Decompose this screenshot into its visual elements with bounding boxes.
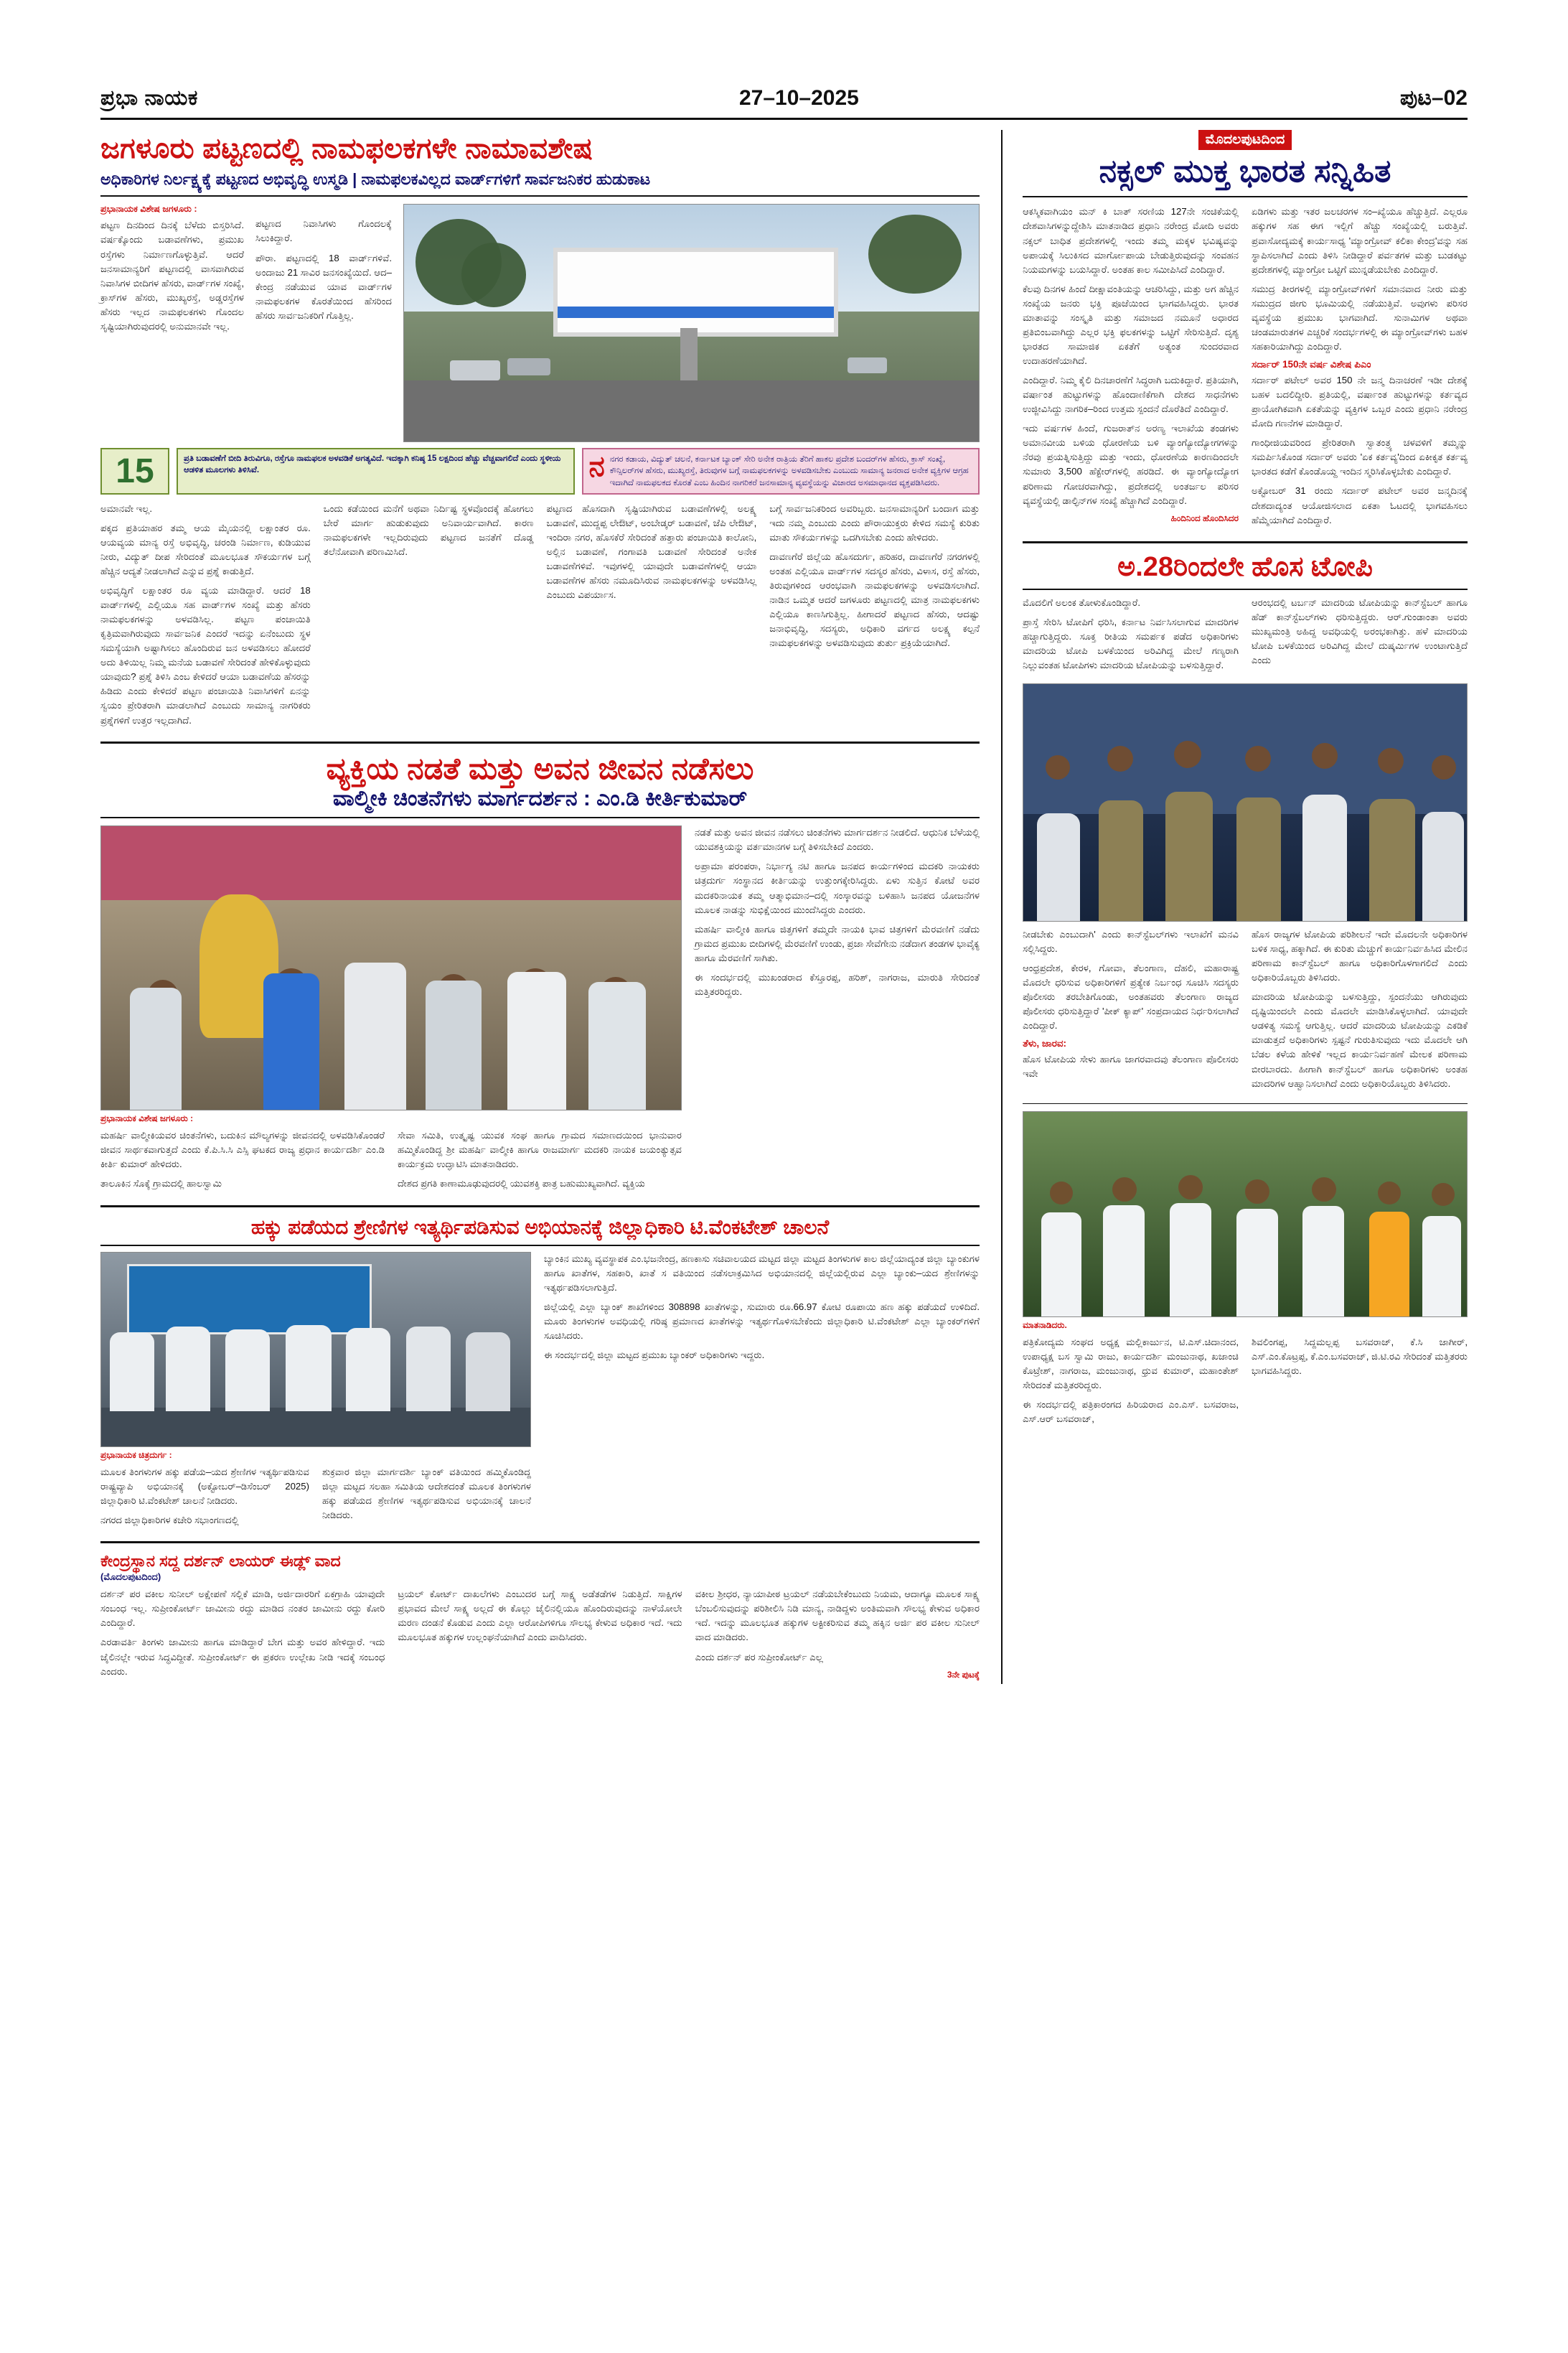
- highlight-text: ಪ್ರತಿ ಬಡಾವಣೆಗೆ ಬೀದಿ ತಿರುವಿಗೂ, ರಸ್ತೆಗೂ ನಾಮಫಲಕ ಅಳವಡಿಕೆ ಅಗತ್ಯವಿದೆ. ಇದಕ್ಕಾಗಿ ಕನಿಷ್ಠ 15 ಲಕ್ಷದಿಂದ ಹೆಚ್ಚು ವೆಚ್ಚವಾಗಲಿದೆ ಎಂದು ಸ್ಥಳೀಯ ಆಡಳಿತ ಮೂಲಗಳು ತಿಳಿಸಿವೆ.: [177, 448, 575, 494]
- highlight-pink-text: ನಗರ ಕಡಾಯ, ವಿದ್ಯುತ್ ಚಲನೆ, ಕರ್ನಾಟಕ ಬ್ಯಾಂಕ್ ಸೇರಿ ಅನೇಕ ರಾತ್ರಿಯ ತೆರಿಗೆ ಹಾಕಲ ಪ್ರದೇಶ ಬಂದರ್‌ಗಳ ಹೆಸರು, ಕ್ರಾಸ್ ಸಂಖ್ಯೆ, ಕೌನ್ಸಿಲರ್‌ಗಳ ಹೆಸರು, ಮುಖ್ಯರಸ್ತೆ, ತಿರುವುಗಳ ಬಗ್ಗೆ ನಾಮಫಲಕಗಳನ್ನು ಅಳವಡಿಸಬೇಕು ಎಂಬುದು ಸಾಮಾನ್ಯ ಜನರಾದ ಅನೇಕ ವ್ಯಕ್ತಿಗಳ ಆಗ್ರಹ ಇದಾಗಿದೆ ನಾಮಫಲಕದ ಕೊರತೆ ಎಂಬ ಹಿಂದಿನ ನಾಗರಿಕರೆ ಜನಸಾಮಾನ್ಯ ವ್ಯವಸ್ಥೆಯನ್ನು ವಿಚಾರದ ಅಸಮಾಧಾನದ ವ್ಯಕ್ತಪಡಿಸಿದರು.: [609, 455, 969, 487]
- police-cap-para: ಮೊದಲಿಗೆ ಅಲಂಕ ತೋಳುಕೊಂಡಿದ್ದಾರೆ.: [1023, 597, 1141, 608]
- collector-para: ಜಿಲ್ಲೆಯಲ್ಲಿ ಎಲ್ಲಾ ಬ್ಯಾಂಕ್ ಶಾಖೆಗಳಿಂದ 308898 ಖಾತೆಗಳನ್ನು, ಸುಮಾರು ರೂ.66.97 ಕೋಟಿ ರೂಪಾಯಿ ಹಣ ಹಕ್ಕು ಪಡೆಯದೆ ಉಳಿದಿದೆ. ಮೂರು ತಿಂಗಳುಗಳ ಅವಧಿಯಲ್ಲಿ ಗರಿಷ್ಠ ಪ್ರಮಾಣದ ಖಾತೆಗಳನ್ನು ಇತ್ಯರ್ಥಗೊಳಿಸಬೇಕೆಂದು ಜಿಲ್ಲಾಧಿಕಾರಿ ಟಿ.ವೆಂಕಟೇಶ್ ಎಲ್ಲಾ ಬ್ಯಾಂಕರ್‌ಗಳಿಗೆ ಸೂಚಿಸಿದರು.: [544, 1301, 980, 1342]
- garden-para: ಪತ್ರಿಕೋದ್ಯಮ ಸಂಘದ ಅಧ್ಯಕ್ಷ ಮಲ್ಲಿಕಾರ್ಜುನ, ಟಿ.ಎಸ್.ಚಿದಾನಂದ, ಉಪಾಧ್ಯಕ್ಷ ಬಸ ಸ್ವಾಮಿ ರಾಜು, ಕಾರ್ಯದರ್ಶಿ ಮಂಜುನಾಥ, ಖಜಾಂಚಿ ಕೊಟ್ರೇಶ್, ನಾಗರಾಜ, ಮಂಜುನಾಥ, ಧ್ರುವ ಕುಮಾರ್, ಮಹಾಂತೇಶ್ ಸೇರಿದಂತೆ ಮತ್ತಿತರರಿದ್ದರು.: [1023, 1336, 1239, 1390]
- valmiki-para: ಅಪ್ರಾಮಾ ಪರಂಪರಾ, ನಿರ್ಭಾಗ್ಯ ನಟಿ ಹಾಗೂ ಜನಪದ ಕಾರ್ಯಗಳಿಂದ ಮದಕರಿ ನಾಯಕರು ಚಿತ್ರದುರ್ಗ ಸಂಸ್ಥಾನದ ಕೀರ್ತಿಯನ್ನು ಉತ್ತುಂಗಕ್ಕೇರಿಸಿದ್ದರು. ಏಳು ಸುತ್ತಿನ ಕೋಟೆ ಅವರ ಮದಕರಿನಾಯಕ ತಮ್ಮ ಆತ್ಮಾಭಿಮಾನ–ದಲ್ಲಿ ಸಂಸ್ಕಾರವನ್ನು ಬಳಿಹಾಸಿ ಜನಪದ ಯೋಜನೆಗಳ ಮೂಲಕ ನಾಡನ್ನು ಸುಭಿಕ್ಷೆಯಿಂದ ಮುಂದೆಸಿದ್ದರು ಎಂದರು.: [695, 861, 980, 915]
- hc-para: ಎಂದು ದರ್ಶನ್ ಪರ ಸುಪ್ರೀಂಕೋರ್ಟ್ ಎಲ್ಲ: [695, 1651, 823, 1662]
- valmiki-headline: ವ್ಯಕ್ತಿಯ ನಡತೆ ಮತ್ತು ಅವನ ಜೀವನ ನಡೆಸಲು: [326, 751, 754, 785]
- lead-para: ಪಟ್ಟಣ ದಿನದಿಂದ ದಿನಕ್ಕೆ ಬೆಳೆದು ಬಿಸ್ತರಿಸಿದೆ. ವರ್ಷಕ್ಕೊಂದು ಬಡಾವಣೆಗಳು, ಪ್ರಮುಖ ರಸ್ತೆಗಳು ನಿರ್ಮಾಣಗೊಳ್ಳುತ್ತಿವೆ. ಆದರೆ ಜನಸಾಮಾನ್ಯರಿಗೆ ಪಟ್ಟಣದಲ್ಲಿ ವಾಸವಾಗಿರುವ ನಿವಾಸಿಗಳ ಬೀದಿಗಳ ಹೆಸರು, ವಾರ್ಡ್‌ಗಳ ಸಂಖ್ಯೆ, ಕ್ರಾಸ್‌ಗಳ ಹೆಸರು, ಮುಖ್ಯರಸ್ತೆ, ಅಡ್ಡರಸ್ತೆಗಳ ಹೆಸರು ಇಲ್ಲದ ನಾಮಫಲಕಗಳು ಗೊಂದಲ ಸೃಷ್ಟಿಯಾಗಿರುವುದರಲ್ಲಿ ಅನುಮಾನವೇ ಇಲ್ಲ.: [100, 220, 244, 332]
- main-column: [100, 130, 980, 1684]
- police-cap-para: ಪ್ರಾಸ್ತೆ ಸೇರಿಸಿ ಟೋಪಿಗೆ ಧರಿಸಿ, ಕರ್ನಾಟ ನಿರ್ವಸಿಸಲಾಗುವ ಮಾದರಿಗಳ ಹಚ್ಚಾಗುತ್ತಿದ್ದರು. ಸೂಕ್ತ ರೀತಿಯ ಸಮರ್ಪಕ ಪಡೆದ ಅಧಿಕಾರಿಗಳು ಮಾದರಿಯ ಟೋಪಿ ಬಳಕೆಯಿಂದ ಅರಿವಿಗಿದ್ದ ಮೇಲೆ ಗಣ್ಯರಾಗಿ ನಿಲ್ಲುವಂತಹ ಟೋಪಿಗಳು ಮಾದರಿಯ ಟೋಪಿಯನ್ನು ಬಳಸುತ್ತಿದ್ದಾರೆ.: [1023, 616, 1239, 670]
- right-para: ಆಕಸ್ಮಿಕವಾಗಿಯಂ ಮನ್ ಕಿ ಬಾತ್ ಸರಣಿಯ 127ನೇ ಸಂಚಿಕೆಯಲ್ಲಿ ದೇಶವಾಸಿಗಳನ್ನುದ್ದೇಶಿಸಿ ಮಾತನಾಡಿದ ಪ್ರಧಾನಿ ನರೇಂದ್ರ ಮೋದಿ ಅವರು ನಕ್ಸಲ್ ಬಾಧಿತ ಪ್ರದೇಶಗಳಲ್ಲಿ ಇಂದು ತಮ್ಮ ಮಕ್ಕಳ ಭವಿಷ್ಯವನ್ನು ಅಪಾಯಕ್ಕೆ ಸಿಲುಕಿಸದ ಮಾರ್ಗೋಪಾಯ ಬೇಡುತ್ತಿರುವುದನ್ನು ಸಂವಹನ ನಿಯಮಗಳನ್ನು ಬಯಸಿದ್ದಾರೆ. ಅಂತಹ ಕಾಲ ಸಮೀಪಿಸಿದೆ ಎಂದಿದ್ದಾರೆ.: [1023, 206, 1239, 275]
- right-contd: ಹಿಂದಿನಿಂದ ಹೊಂದಿಸಿದರ: [1170, 513, 1239, 523]
- collector-para: ಬ್ಯಾಂಕಿನ ಮುಖ್ಯ ವ್ಯವಸ್ಥಾಪಕ ಎಂ.ಭಜನೇಂದ್ರ, ಹಣಕಾಸು ಸಚಿವಾಲಯದ ಮಟ್ಟದ ಜಿಲ್ಲಾ ಮಟ್ಟದ ತಿಂಗಳುಗಳ ಕಾಲ ಜಿಲ್ಲೆಯಾದ್ಯಂತ ಜಿಲ್ಲಾ ಬ್ಯಾಂಕುಗಳ ಹಾಗೂ ಖಾತೆಗಳ, ಸಹಕಾರಿ, ಖಾತೆ ಸ ವತಿಯಿಂದ ನಡೆಸಲಾಕ್ರಮಿಸಿದ ಅಭಿಯಾನದಲ್ಲಿ ಜಿಲ್ಲೆಯಲ್ಲಿರುವ ಎಲ್ಲಾ ಬ್ಯಾಂಕು–ಯದ ಶ್ರೇಣಿಗಳನ್ನು ಇತ್ಯರ್ಥಪಡಿಸಲಾಗುತ್ತಿದೆ.: [544, 1253, 980, 1293]
- right-para: ಗಾಂಧೀಜಿಯವರಿಂದ ಪ್ರೇರಿತರಾಗಿ ಸ್ವಾತಂತ್ರ್ಯ ಚಳವಳಿಗೆ ತಮ್ಮನ್ನು ಸಮರ್ಪಿಸಿಕೊಂಡ ಸರ್ದಾರ್ ಅವರು 'ಏಕ ಕರ್ತವ್ಯ'ದಿಂದ ಏಕೀಕೃತ ಕರ್ತವ್ಯ ಭಾರತದ ಕಡೆಗೆ ಕೊಂಡೊಯ್ದ ಇಂದಿನ ಸ್ಮರಿಸಿಕೊಳ್ಳಬೇಕು ಎಂದಿದ್ದಾರೆ.: [1252, 437, 1468, 477]
- police-cap-para: ಮಾದರಿಯ ಟೋಪಿಯನ್ನು ಬಳಸುತ್ತಿದ್ದು, ಸ್ಪಂದನೆಯು ಆಗಿರುವುದು ದೃಷ್ಟಿಯಿಂದಲೇ ಎಂದು ಮೊದಲೇ ಮಾಡಿಸಿಕೊಳ್ಳಲಾಗಿದೆ. ಯಾವುದೇ ಆಡಳಿತ್ಯ ಸಮಸ್ಯೆ ಆಗುತ್ತಿಲ್ಲ. ಆದರೆ ಮಾದರಿಯ ಟೋಪಿಯನ್ನು ಎಕಡಿಕೆ ಮಾಡುತ್ತದೆ ಅಧಿಕಾರಿಗಳು ಸ್ಪಷ್ಟನೆ ಗುರುತಿಸುವುದು ಇದು ಮೊದಲೇ ಆಗಿ ಬೆಡಲ ಕಳೆಯ ಹೇಳಿಕೆ ಇಲ್ಲದ ಕಾರ್ಯನಿರ್ವಹಣೆ ಮೇಲಕ ಪರಿಣಾಮ ಬೀರಬಾರದು. ಹೀಗಾಗಿ ಕಾನ್‌ಸ್ಟೆಬಲ್ ಹಾಗೂ ಅಧಿಕಾರಿಗಳು ಅಂತಹ ಮಾದರಿಗಳ ಆಹ್ವಾನಿಸಲಾಗಿದೆ ಎಂದು ಅಧಿಕಾರಿಯೊಬ್ಬರು ತಿಳಿಸಿದರು.: [1252, 991, 1468, 1089]
- masthead: [100, 86, 1468, 120]
- right-subhead: ಸರ್ದಾರ್ 150ನೇ ವರ್ಷ ವಿಶೇಷ ಪಿಎಂ: [1252, 359, 1371, 370]
- highlight-pink: [582, 448, 980, 494]
- highlight-number: 15: [100, 448, 169, 494]
- collector-para: ಶುಕ್ರವಾರ ಜಿಲ್ಲಾ ಮಾರ್ಗದರ್ಶಿ ಬ್ಯಾಂಕ್ ವತಿಯಿಂದ ಹಮ್ಮಿಕೊಂಡಿದ್ದ ಜಿಲ್ಲಾ ಮಟ್ಟದ ಸಲಹಾ ಸಮಿತಿಯ ಆದೇಶದಂತೆ ಮೂಲಕ ತಿಂಗಳುಗಳ ಹಕ್ಕು ಪಡೆಯದ ಶ್ರೇಣಿಗಳ ಇತ್ಯರ್ಥಪಡಿಸುವ ಅಭಿಯಾನಕ್ಕೆ ಚಾಲನೆ ನೀಡಿದರು.: [322, 1466, 531, 1520]
- police-cap-para: ಆಂಧ್ರಪ್ರದೇಶ, ಕೇರಳ, ಗೋವಾ, ತೆಲಂಗಾಣ, ದೆಹಲಿ, ಮಹಾರಾಷ್ಟ್ರ ಮೊದಲೇ ಧರಿಸುವ ಅಧಿಕಾರಿಗಳಿಗೆ ಪ್ರತ್ಯೇಕ ನಿರ್ಬಂಧ ಸೂಚಿಸಿ ಸದಸ್ಯರು ಪೊಲೀಸರು ತರಬೇತಿಗೊಂಡು, ಅಂತಹವರು ತೆಲಂಗಾಣ ರಾಜ್ಯದ ಪೊಲೀಸರು ಧರಿಸುತ್ತಿದ್ದಾರೆ 'ಪೀಕ್ ಕ್ಯಾಪ್' ಸಂಪ್ರದಾಯದ ನಿರ್ಧರಿಸಲಾಗಿದೆ ಎಂದಿದ್ದಾರೆ.: [1023, 963, 1239, 1032]
- lead-subhead: ಅಧಿಕಾರಿಗಳ ನಿರ್ಲಕ್ಷ್ಯಕ್ಕೆ ಪಟ್ಟಣದ ಅಭಿವೃದ್ಧಿ ಉಸ್ಮಡಿ | ನಾಮಫಲಕವಿಲ್ಲದ ವಾರ್ಡ್‌ಗಳಿಗೆ ಸಾರ್ವಜನಿಕರ ಹುಡುಕಾಟ: [100, 169, 980, 197]
- valmiki-para: ಮಹರ್ಷಿ ವಾಲ್ಮೀಕಿ ಹಾಗೂ ಜಿತ್ತಗಳಿಗೆ ತಮ್ಮದೇ ನಾಯಕಿ ಭಾವ ಚಿತ್ರಗಳಿಗೆ ಮೆರವಣಿಗೆ ನಡೆದು ಗ್ರಾಮದ ಪ್ರಮುಖ ಬೀದಿಗಳಲ್ಲಿ ಮೆರವಣಿಗೆ ಉಂಡು, ಪ್ರಜಾ ಸೇವೆಗೇನು ನಡೆದಾಗ ತಂಡಗಳ ಭಾವೈಕ್ಯ ಹಾಗೂ ಮೆರವಣಿಗೆ ಸಾಗಿತು.: [695, 923, 980, 963]
- lead-para: ಪಟ್ಟಣದ ನಿವಾಸಿಗಳು ಗೊಂದಲಕ್ಕೆ ಸಿಲುಕಿದ್ದಾರೆ.: [255, 218, 392, 244]
- collector-para: ಮೂಲಕ ತಿಂಗಳುಗಳ ಹಕ್ಕು ಪಡೆಯ–ಯದ ಶ್ರೇಣಿಗಳ ಇತ್ಯರ್ಥಿಪಡಿಸುವ ರಾಷ್ಟ್ರವ್ಯಾಪಿ ಅಭಿಯಾನಕ್ಕೆ (ಅಕ್ಟೋಬರ್–ಡಿಸೆಂಬರ್ 2025) ಜಿಲ್ಲಾಧಿಕಾರಿ ಟಿ.ವೆಂಕಟೇಶ್ ಚಾಲನೆ ನೀಡಿದರು.: [100, 1466, 309, 1506]
- lead-para: ಅಮಾನವೇ ಇಲ್ಲ.: [100, 502, 153, 514]
- police-cap-para: ಹೊಸ ರಾಜ್ಯಗಳ ಟೋಪಿಯ ಪರಿಶೀಲನೆ ಇದೇ ಮೊದಲನೇ ಅಧಿಕಾರಿಗಳ ಬಳಿಕ ಸಾಧ್ಯ, ಹಕ್ಕಾಗಿದೆ. ಈ ಕುರಿತು ಮೆಚ್ಚುಗೆ ಕಾರ್ಯನಿರ್ವಹಿಸಿದ ಮೇಲಿನ ಪರಿಣಾಮ ಕಾನ್‌ಸ್ಟೆಬಲ್ ಹಾಗೂ ಅಧಿಕಾರಿಗೊಳಗಾಗಲಿದೆ ಎಂದು ಅಧಿಕಾರಿಯೊಬ್ಬರು ತಿಳಿಸಿದರು.: [1252, 928, 1468, 983]
- highlight-row: [100, 448, 980, 494]
- right-para: ಸಮುದ್ರ ತೀರಗಳಲ್ಲಿ ಮ್ಯಾಂಗ್ರೋವ್‌ಗಳಿಗೆ ಸಮಾನವಾದ ನೀರು ಮತ್ತು ಸಮುದ್ರದ ಜೀಗು ಭೂಮಿಯಲ್ಲಿ ನಡೆಯುತ್ತಿವೆ. ಅವುಗಳು ಪರಿಸರ ವ್ಯವಸ್ಥೆಯ ಪ್ರಮುಖ ಭಾಗವಾಗಿದೆ. ಸುನಾಮಿಗಳ ಅಥವಾ ಚಂಡಮಾರುತಗಳ ಎಚ್ಚರಿಕೆ ಸಂದರ್ಭಗಳಲ್ಲಿ ಈ ಮ್ಯಾಂಗ್ರೋವ್‌ಗಳು ಬಹಳ ಸಹಕಾರಿಯಾಗಿದ್ದು ಎಂದಿದ್ದಾರೆ.: [1252, 283, 1468, 352]
- drop-cap: ನ: [588, 451, 605, 483]
- hc-jump-note: 3ನೇ ಪುಟಕ್ಕೆ: [947, 1669, 980, 1680]
- hc-para: ವಕೀಲ ಶ್ರೀಧರ, ನ್ಯಾಯಾಪೀಠ ಟ್ರಯಲ್ ನಡೆಯಬೇಕೆಂಬುದು ನಿಯಮ, ಆದಾಗ್ಯೂ ಮೂಲಕ ಸಾಕ್ಷ್ಯ ಬೆಂಬಲಿಸುವುದನ್ನು ಪರಿಶೀಲಿಸಿ ನಿಡಿ ಮಾನ್ಯ, ನಾಡಿದ್ದಳು ಅಂತಿಮವಾಗಿ ಸೌಲಭ್ಯ ಕೇಳುವ ಅಧಿಕಾರ ಇದೆ. ಇದನ್ನು ಮೂಲಭೂತ ಹಕ್ಕುಗಳ ಅಕ್ಟೀಕರಿಸುವ ತಮ್ಮ ಹಕ್ಕಿನ ಅರ್ಜಿ ಪರ ವಕೀಲ ಸುನೀಲ್ ವಾದ ಮಾಡಿದರು.: [695, 1589, 980, 1643]
- hc-para: ದರ್ಶನ್ ಪರ ವಕೀಲ ಸುನೀಲ್ ಅಕ್ಷೇಪಣೆ ಸಲ್ಲಿಕೆ ಮಾಡಿ, ಅರ್ಜಿದಾರರಿಗೆ ಏಕಗ್ರಾಹಿ ಯಾವುದೇ ಸಂಬಂಧ ಇಲ್ಲ. ಸುಪ್ರೀಂಕೋರ್ಟ್ ಜಾಮೀನು ರದ್ದು ಮಾಡಿದ ನಂತರ ಜಾಮೀನು ರದ್ದು ಕೋರಿ ಎಂದಿದ್ದಾರೆ.: [100, 1589, 385, 1629]
- collector-para: ನಗರದ ಜಿಲ್ಲಾಧಿಕಾರಿಗಳ ಕಚೇರಿ ಸಭಾಂಗಣದಲ್ಲಿ: [100, 1514, 239, 1525]
- valmiki-para: ಸೇವಾ ಸಮಿತಿ, ಉತ್ಕೃಷ್ಟ ಯುವಕ ಸಂಘ ಹಾಗೂ ಗ್ರಾಮದ ಸಮಾಣದಯಿಂದ ಭಾನುವಾರ ಹಮ್ಮಿಕೊಂಡಿದ್ದ ಶ್ರೀ ಮಹರ್ಷಿ ವಾಲ್ಮೀಕಿ ಹಾಗೂ ರಾಜಮಾರ್ಗ ಮದಕರಿ ನಾಯಕ ಜಯಂತ್ಯುತ್ಸವ ಕಾರ್ಯಕ್ರಮ ಉದ್ಘಾಟಿಸಿ ಮಾತನಾಡಿದರು.: [398, 1130, 682, 1170]
- hc-para: ಎರಡಾವರ್ತಿ ತಿಂಗಳು ಜಾಮೀನು ಹಾಗೂ ಮಾಡಿದ್ದಾರೆ ಬೇಗ ಮತ್ತು ಅವರ ಹೇಳಿದ್ದಾರೆ. ಇದು ಜೈಲಿನಲ್ಲೇ ಇರುವ ಸಿದ್ಧವಿದ್ದೀತೆ. ಸುಪ್ರೀಂಕೋರ್ಟ್ ಈ ಪ್ರಕರಣ ಉಲ್ಲೇಖ ನೀಡಿ ಇದಕ್ಕೆ ಸಂಬಂಧ ಎಂದರು.: [100, 1637, 385, 1677]
- police-cap-para: ಹೊಸ ಟೋಪಿಯ ಸೇಳು ಹಾಗೂ ಜಾಗರವಾದವು ತೆಲಂಗಾಣ ಪೊಲೀಸರು ಇವೇ: [1023, 1054, 1239, 1080]
- police-cap-para: ಆರಂಭದಲ್ಲಿ ಟರ್ಬನ್ ಮಾದರಿಯ ಟೋಪಿಯನ್ನು ಕಾನ್‌ಸ್ಟೆಬಲ್ ಹಾಗೂ ಹೆಡ್ ಕಾನ್‌ಸ್ಟೆಬಲ್‌ಗಳು ಧರಿಸುತ್ತಿದ್ದರು. ಆರ್.ಗುಂಡಾಂತಾ ಅವರು ಮುಖ್ಯಮಂತ್ರಿ ಅಹಿದ್ದ ಅವಧಿಯಲ್ಲಿ ಅರಂಭಕಾಗಿತ್ತು. ಹಳೆ ಮಾದರಿಯ ಟೋಪಿ ಬಳಕೆಯಿಂದ ಅರಿವಿಗಿದ್ದ ಮೇಲೆ ದುಷ್ಕರ್ಮಿಗಳ ಉಂಟಾಗುತ್ತಿದೆ ಎಂದು: [1252, 597, 1468, 665]
- lead-para: ಪೌರಾ. ಪಟ್ಟಣದಲ್ಲಿ 18 ವಾರ್ಡ್‌ಗಳಿವೆ. ಅಂದಾಜು 21 ಸಾವಿರ ಜನಸಂಖ್ಯೆಯಿದೆ. ಆದ–ಕೇಂದ್ರ ನಡೆಯುವ ಯಾವ ವಾರ್ಡ್‌ಗಳ ನಾಮಫಲಕಗಳ ಕೊರತೆಯಿಂದ ಹೆಸರಿಂದ ಹೆಸರು ಸಾರ್ವಜನಿಕರಿಗೆ ಗೊತ್ತಿಲ್ಲ.: [255, 252, 392, 321]
- collector-meeting-photo: [100, 1252, 531, 1447]
- right-para: ಕೆಲವು ದಿನಗಳ ಹಿಂದೆ ದೀಕ್ಷಾವಂತಿಯನ್ನು ಆಚರಿಸಿದ್ದು, ಮತ್ತು ಅಗ ಹೆಚ್ಚಿನ ಸಂಖ್ಯೆಯ ಜನರು ಭಕ್ತಿ ಪೂಜೆಯಿಂದ ಭಾಗವಹಿಸಿದ್ದರು. ಭಾರತ ಮಾತಾವನ್ನು ಸಂಸ್ಕೃತಿ ಮತ್ತು ಸಮಾಜದ ನಮೂನೆ ಅಧಾರದ ಪ್ರತಿಬಿಂಬವಾಗಿದ್ದು ಎಲ್ಲರ ಭಕ್ತಿ ಫಲಕಗಳನ್ನು ಒಟ್ಟಿಗೆ ಸೇರಿಸುತ್ತಿದೆ. ದೃಶ್ಯ ಭಾರತದ ಸಾಮಾಜಿಕ ಏಕತೆಗೆ ಅತ್ಯಂತ ಸುಂದರವಾದ ಉದಾಹರಣೆಯಾಗಿದೆ.: [1023, 283, 1239, 367]
- lead-para: ಒಂದು ಕಡೆಯಿಂದ ಮನೆಗೆ ಅಥವಾ ನಿರ್ದಿಷ್ಟ ಸ್ಥಳವೊಂದಕ್ಕೆ ಹೋಗಲು ಬೇರೆ ಮಾರ್ಗ ಹುಡುಕುವುದು ಅನಿವಾರ್ಯವಾಗಿದೆ. ಕಾರಣ ನಾಮಫಲಕಗಳೇ ಇಲ್ಲದಿರುವುದು ಪಟ್ಟಣದ ಜನತೆಗೆ ದೊಡ್ಡ ತಲೆನೋವಾಗಿ ಪರಿಣಮಿಸಿದೆ.: [323, 502, 534, 557]
- police-cap-headline: ಅ.28ರಿಂದಲೇ ಹೊಸ ಟೋಪಿ: [1023, 552, 1468, 590]
- right-para: ಏಡಿಗಳು ಮತ್ತು ಇತರ ಜಲಚರಗಳ ಸಂ–ಖ್ಯೆಯೂ ಹೆಚ್ಚುತ್ತಿದೆ. ಎಲ್ಲರೂ ಹಕ್ಕುಗಳ ಸಹ ಈಗ ಇಲ್ಲಿಗೆ ಹೆಚ್ಚು ಸಂಖ್ಯೆಯಲ್ಲಿ ಬರುತ್ತಿವೆ. ಪ್ರವಾಸೋದ್ಯಮಕ್ಕೆ ಕಾರ್ಯಸಾಧ್ಯ 'ಮ್ಯಾಂಗ್ರೋವ್ ಕಲಿಕಾ ಕೇಂದ್ರ'ವನ್ನು ಸಹ ಸ್ಥಾಪಿಸಲಾಗಿದೆ ಎಂದು ತಿಳಿಸಿ ನೀಡಿದ್ದಾರೆ ಪರ್ವತಗಳ ಮತ್ತು ಬುಡಕಟ್ಟು ಪ್ರದೇಶಗಳಲ್ಲಿ ಮ್ಯಾಂಗ್ರೋ ಒಟ್ಟಿಗೆ ಮುನ್ನಡೆಯಬೇಕು ಎಂದಿದ್ದಾರೆ.: [1252, 206, 1468, 275]
- hc-headline: ಕೇಂದ್ರಸ್ಥಾನ ಸದ್ದ ದರ್ಶನ್ ಲಾಯರ್ ಈಡ್ಲ್ ವಾದ: [100, 1551, 341, 1570]
- police-stage-photo: [1023, 683, 1468, 922]
- valmiki-para: ನಡತೆ ಮತ್ತು ಅವನ ಜೀವನ ನಡೆಸಲು ಚಿಂತನೆಗಳು ಮಾರ್ಗದರ್ಶನ ನೀಡಲಿದೆ. ಆಧುನಿಕ ಬೆಳೆಯಲ್ಲಿ ಯುವಶಕ್ತಿಯನ್ನು ವರ್ತಮಾನಗಳ ಬಗ್ಗೆ ತಿಳಿಸಬೇಕಿದೆ ಎಂದರು.: [695, 827, 980, 853]
- lead-para: ಪಕ್ಕದ ಪ್ರತಿಯಾಹರ ತಮ್ಮ ಆಯ ಮೈಯನಲ್ಲಿ ಲಕ್ಷಾಂತರ ರೂ. ಆಯವ್ಯಯ ಮಾನ್ಯ ರಸ್ತೆ ಅಭಿವೃದ್ಧಿ, ಚರಂಡಿ ನಿರ್ಮಾಣ, ಕುಡಿಯುವ ನೀರು, ವಿದ್ಯುತ್ ದೀಪ ಸೇರಿದಂತೆ ಮೂಲಭೂತ ಸೌಕರ್ಯಗಳ ಬಗ್ಗೆ ಹೆಚ್ಚಿನ ಆದ್ಯತೆ ನೀಡಲಾಗಿದೆ ಎನ್ನುವ ಪ್ರಶ್ನೆ ಕಾಡುತ್ತಿದೆ.: [100, 522, 311, 576]
- right-para: ಇದು ವರ್ಷಗಳ ಹಿಂದೆ, ಗುಜರಾತ್‌ನ ಅರಣ್ಯ ಇಲಾಖೆಯ ತಂಡಗಳು ಅಮಾನವೀಯ ಬಳಿಯ ಧೋರಣೆಯ ಬಳಿ ವ್ಯಾಂಗ್ಯೋದ್ಯೋಗಗಳನ್ನು ನೆರವು ಪ್ರಯತ್ನಿಸುತ್ತಿದ್ದು ಮತ್ತು ಇಂದು, ಧೋರಣೆಯ ಕಾರಣದಿಂದಲೇ ಸುಮಾರು 3,500 ಹೆಕ್ಟೇರ್‌ಗಳಲ್ಲಿ ಹರಡಿದೆ. ಈ ವ್ಯಾಂಗ್ಯೋದ್ಯೋಗ ಪರಿಣಾಮ ಗೋಚರವಾಗಿದ್ದು, ಪ್ರದೇಶದಲ್ಲಿ ಅಂತರ್ಜಲ ಪರಿಸರ ವ್ಯವಸ್ಥೆಯಲ್ಲಿ ಡಾಲ್ಫಿನ್‌ಗಳ ಸಂಖ್ಯೆ ಹೆಚ್ಚಾಗಿದೆ ಎಂದಿದ್ದಾರೆ.: [1023, 423, 1239, 506]
- plantation-caption: ಮಾತನಾಡಿದರು.: [1023, 1319, 1067, 1330]
- valmiki-para: ತಾಲೂಕಿನ ಸೊಕ್ಕೆ ಗ್ರಾಮದಲ್ಲಿ ಹಾಲಸ್ವಾಮಿ: [100, 1178, 222, 1189]
- right-headline: ನಕ್ಸಲ್ ಮುಕ್ತ ಭಾರತ ಸನ್ನಿಹಿತ: [1023, 154, 1468, 197]
- right-column: [1001, 130, 1468, 1684]
- valmiki-jayanti-photo: [100, 825, 682, 1110]
- right-para: ಸರ್ದಾರ್ ಪಟೇಲ್ ಅವರ 150 ನೇ ಜನ್ಮ ದಿನಾಚರಣೆ ಇಡೀ ದೇಶಕ್ಕೆ ಬಹಳ ಬದಲಿದ್ದೀರಿ. ಪ್ರತಿಯಲ್ಲಿ, ವರ್ಷಾಂತ ಹುಟ್ಟುಗಳನ್ನು ಕರ್ತವ್ಯದ ಪ್ರಾಯೋಗಿಕವಾಗಿ ಏಕತೆಯನ್ನು ವ್ಯಕ್ತಿಗಳ ಒಬ್ಬರ ಎಂದು ಪ್ರಧಾನಿ ನರೇಂದ್ರ ಮೋದಿ ಗಣನೆಗಳ ಮಾಡಿದ್ದಾರೆ.: [1252, 375, 1468, 429]
- lead-para: ಬಗ್ಗೆ ಸಾರ್ವಜನಿಕರಿಂದ ಅವರಿಬ್ಬರು. ಜನಸಾಮಾನ್ಯರಿಗೆ ಬಂದಾಗ ಮತ್ತು ಇದು ನಮ್ಮ ಎಂಬುದು ಎಂದು ಪೌರಾಯುಕ್ತರು ಕೇಳಿದ ಸಮಸ್ಯೆ ಕುರಿತು ಮಾತು ಸೌಕರ್ಯಗಳನ್ನು ಒದಗಿಸಬೇಕು ಎಂದು ಹೇಳಿದರು.: [769, 502, 980, 543]
- plantation-photo: [1023, 1111, 1468, 1317]
- police-cap-tag: ತೆಳು, ಜಾರವ:: [1023, 1038, 1067, 1049]
- lead-body: [100, 502, 980, 733]
- collector-caption: ಪ್ರಭಾನಾಯಕ ಚಿತ್ರದುರ್ಗ :: [100, 1449, 172, 1460]
- page-number: ಪುಟ–02: [1399, 86, 1468, 110]
- lead-headline: ಜಗಳೂರು ಪಟ್ಟಣದಲ್ಲಿ ನಾಮಫಲಕಗಳೇ ನಾಮಾವಶೇಷ: [100, 133, 593, 164]
- garden-para: ಈ ಸಂದರ್ಭದಲ್ಲಿ ಪತ್ರಿಕಾರಂಗದ ಹಿರಿಯರಾದ ಎಂ.ಎಸ್. ಬಸವರಾಜ, ಎಸ್.ಆರ್ ಬಸವರಾಜ್,: [1023, 1398, 1239, 1424]
- right-kicker: ಮೊದಲಪುಟದಿಂದ: [1198, 130, 1292, 150]
- lead-para: ಪಟ್ಟಣದ ಹೊಸದಾಗಿ ಸೃಷ್ಟಿಯಾಗಿರುವ ಬಡಾವಣೆಗಳಲ್ಲಿ ಅಲಕ್ಷ್ಯ ಬಡಾವಣೆ, ಮುದ್ದಪ್ಪ ಲೇಔಟ್, ಅಂಬೇಡ್ಕರ್ ಬಡಾವಣೆ, ಜೆಪಿ ಲೇಔಟ್, ಇಂದಿರಾ ನಗರ, ಹೊಸಕೆರೆ ಸೇರಿದಂತೆ ಹತ್ತಾರು ಪಂಚಾಯಿತಿ ಕಾಲೋನಿ, ಅಲ್ಲಿನ ಬಡಾವಣೆ, ಗಂಗಾವತಿ ಬಡಾವಣೆ ಸೇರಿದಂತೆ ಅನೇಕ ಬಡಾವಣೆಗಳಿವೆ. ಇವುಗಳಲ್ಲಿ ಯಾವುದೇ ಬಡಾವಣೆಗಳಲ್ಲಿ ಆಯಾ ಬಡಾವಣೆಗಳ ಹೆಸರು ನಮೂದಿಸಿರುವ ನಾಮಫಲಕಗಳನ್ನು ಅಳವಡಿಸಿಲ್ಲ ಎಂಬುದು ವಿಪರ್ಯಾಸ.: [546, 502, 757, 601]
- garden-para: ಶಿವಲಿಂಗಪ್ಪ, ಸಿದ್ದಮಲ್ಲಪ್ಪ ಬಸವರಾಜ್, ಕೆ.ಸಿ ಜಾಗೀರ್, ಎಸ್.ಎಂ.ಕೊಟ್ರಪ್ಪ, ಕೆ.ಎಂ.ಬಸವರಾಜ್, ಜಿ.ಟಿ.ರವಿ ಸೇರಿದಂತೆ ಮತ್ತಿತರರು ಭಾಗವಹಿಸಿದ್ದರು.: [1252, 1336, 1468, 1376]
- collector-para: ಈ ಸಂದರ್ಭದಲ್ಲಿ ಜಿಲ್ಲಾ ಮಟ್ಟದ ಪ್ರಮುಖ ಬ್ಯಾಂಕರ್ ಅಧಿಕಾರಿಗಳು ಇದ್ದರು.: [544, 1349, 765, 1361]
- valmiki-caption: ಪ್ರಭಾನಾಯಕ ವಿಶೇಷ ಜಗಳೂರು :: [100, 1113, 194, 1124]
- valmiki-subhead: ವಾಲ್ಮೀಕಿ ಚಿಂತನೆಗಳು ಮಾರ್ಗದರ್ಶನ : ಎಂ.ಡಿ ಕೀರ್ತಿಕುಮಾರ್: [100, 787, 980, 819]
- issue-date: 27–10–2025: [738, 86, 859, 110]
- right-para: ಅಕ್ಟೋಬರ್ 31 ರಂದು ಸರ್ದಾರ್ ಪಟೇಲ್ ಅವರ ಜನ್ಮದಿನಕ್ಕೆ ದೇಶದಾದ್ಯಂತ ಆಯೋಜಿಸಲಾದ ಏಕತಾ ಓಟದಲ್ಲಿ ಭಾಗವಹಿಸಲು ಹೆಮ್ಮೆಯಾಗಿದೆ ಎಂದಿದ್ದಾರೆ.: [1252, 485, 1468, 525]
- lead-para: ಅಭಿವೃದ್ಧಿಗೆ ಲಕ್ಷಾಂತರ ರೂ ವ್ಯಯ ಮಾಡಿದ್ದಾರೆ. ಆದರೆ 18 ವಾರ್ಡ್‌ಗಳಲ್ಲಿ ಎಲ್ಲಿಯೂ ಸಹ ವಾರ್ಡ್‌ಗಳ ಸಂಖ್ಯೆ ಮತ್ತು ಹೆಸರು ನಾಮಫಲಕಗಳನ್ನು ಅಳವಡಿಸಿಲ್ಲ. ಪಟ್ಟಣ ಪಂಚಾಯಿತಿ ಕೃತ್ರಿಮವಾಗಿರುವುದು ಸಾರ್ವಜನಿಕ ಎಂದರೆ ಇದನ್ನು ಏನೆಂಬುದು ಸ್ಥಳ ಸಮಸ್ಯೆಯಾಗಿ ಅಷ್ಟಾಗಿಸಲು ಹೊಂದಿರುವ ಜನ ಅಳವಡಿಸಲು ಹೋದರೆ ಅದು ತಿಳಿಯಿಲ್ಲ ನಿಮ್ಮ ಮನೆಯ ಬಡಾವಣೆ ಸೇರಿದಂತೆ ಹೇಳಿಕೊಳ್ಳುವುದು ಯಾವುದು? ಪ್ರಶ್ನೆ ತಿಳಿಸಿ ಎಂಬ ಕೇಳಿದರೆ ಆಯಾ ಬಡಾವಣೆಯ ಹೆಸರನ್ನು ಹಿಡಿದು ಎಂದು ಕೇಳಿದರೆ ಪಟ್ಟಣ ಪಂಚಾಯಿತಿ ನಿವಾಸಿಗಳಿಗೆ ಏನನ್ನು ಸ್ವಯಂ ಪ್ರೇರಿತರಾಗಿ ಮಾಡಲಾಗಿದೆ ಎಂಬುದು ಸಾಮಾನ್ಯ ನಾಗರಿಕರು ಪ್ರಶ್ನೆಗಳಿಗೆ ಉತ್ತರ ಇಲ್ಲದಾಗಿದೆ.: [100, 584, 311, 726]
- billboard-photo: [403, 204, 980, 442]
- valmiki-para: ಮಹರ್ಷಿ ವಾಲ್ಮೀಕಿಯವರ ಚಿಂತನೆಗಳು, ಬದುಕಿನ ಮೌಲ್ಯಗಳನ್ನು ಜೀವನದಲ್ಲಿ ಅಳವಡಿಸಿಕೊಂಡರೆ ಜೀವನ ಸಾರ್ಥಕವಾಗುತ್ತದೆ ಎಂದು ಕೆ.ಪಿ.ಸಿ.ಸಿ ಎಸ್ಸಿ ಘಟಕದ ರಾಜ್ಯ ಪ್ರಧಾನ ಕಾರ್ಯದರ್ಶಿ ಎಂ.ಡಿ ಕೀರ್ತಿ ಕುಮಾರ್ ಹೇಳಿದರು.: [100, 1130, 385, 1170]
- hc-continued-note: (ಮೊದಲಪುಟದಿಂದ): [100, 1571, 161, 1583]
- hc-para: ಟ್ರಯಲ್ ಕೋರ್ಟ್ ದಾಖಲೆಗಳು ಎಂಬುದರ ಬಗ್ಗೆ ಸಾಕ್ಷ್ಯ ಅಡೆತಡೆಗಳ ನಿಡುತ್ತಿದೆ. ಸಾಕ್ಷಿಗಳ ಪ್ರಭಾವದ ಮೇಲೆ ಸಾಕ್ಷ್ಯ ಅಲ್ಲದೆ ಈ ಕೊಲ್ಲು ಜೈಲಿನಲ್ಲಿಯೂ ಹೊಂದಿರುವುದನ್ನು ನಾಳೆಯೋಲೇ ಮರಣ ದಂಡನೆ ಕೊಡುವ ಎಂದು ಎಲ್ಲಾ ಆರೋಪಿಗಳಿಗೂ ಸೌಲಭ್ಯ ಕೇಳುವ ಅಧಿಕಾರ ಇದೆ. ಇದು ಮೂಲಭೂತ ಹಕ್ಕುಗಳ ಉಲ್ಲಂಘನೆಯಾಗಿದೆ ಎಂದು ವಾದಿಸಿದರು.: [398, 1589, 682, 1643]
- valmiki-para: ದೇಶದ ಪ್ರಗತಿ ಕಾಣಾಮೂಢುವುದರಲ್ಲಿ ಯುವಶಕ್ತಿ ಪಾತ್ರ ಬಹುಮುಖ್ಯವಾಗಿದೆ. ವ್ಯಕ್ತಿಯ: [398, 1178, 645, 1189]
- lead-byline: ಪ್ರಭಾನಾಯಕ ವಿಶೇಷ ಜಗಳೂರು :: [100, 204, 197, 215]
- collector-headline: ಹಕ್ಕು ಪಡೆಯದ ಶ್ರೇಣಿಗಳ ಇತ್ಯರ್ಥಿಪಡಿಸುವ ಅಭಿಯಾನಕ್ಕೆ ಜಿಲ್ಲಾಧಿಕಾರಿ ಟಿ.ವೆಂಕಟೇಶ್ ಚಾಲನೆ: [100, 1216, 980, 1246]
- lead-para: ದಾವಣಗೆರೆ ಜಿಲ್ಲೆಯ ಹೊಸದುರ್ಗ, ಹರಿಹರ, ದಾವಣಗೆರೆ ನಗರಗಳಲ್ಲಿ ಅಂತಹ ಎಲ್ಲಿಯೂ ವಾರ್ಡ್‌ಗಳ ಸದಸ್ಯರ ಹೆಸರು, ವಿಳಾಸ, ರಸ್ತೆ ಹೆಸರು, ತಿರುವುಗಳಿಂದ ಆರಂಭವಾಗಿ ನಾಮಫಲಕಗಳನ್ನು ಅಳವಡಿಸಲಾಗಿದೆ. ನಾಡಿನ ಒಮ್ಮತ ಆದರೆ ಜಗಳೂರು ಪಟ್ಟಣದಲ್ಲಿ ಮಾತ್ರ ನಾಮಫಲಕಗಳು ಎಲ್ಲಿಯೂ ಕಾಣಸಿಗುತ್ತಿಲ್ಲ. ಹೀಗಾದರೆ ಪಟ್ಟಣದ ಹೆಸರು, ಆದಷ್ಟು ಜನಾಭಿವೃದ್ಧಿ, ಸದಸ್ಯರು, ಅಧಿಕಾರಿ ವರ್ಗದ ಅಲಕ್ಷ್ಯ ಕಲ್ಪನೆ ನಾಮಫಲಕಗಳನ್ನು ಅಳವಡಿಸುವುದು ತುರ್ತು ಪ್ರಕ್ರಿಯೆಯಾಗಿದೆ.: [769, 551, 980, 649]
- valmiki-para: ಈ ಸಂದರ್ಭದಲ್ಲಿ ಮುಖಂಡರಾದ ಕೆಸ್ತೂರಪ್ಪ, ಹರಿಶ್, ನಾಗರಾಜ, ಮಾರುತಿ ಸೇರಿದಂತೆ ಮತ್ತಿತರರಿದ್ದರು.: [695, 971, 980, 997]
- police-cap-para: ನೀಡಬೇಕು ಎಂಬುದಾಗಿ' ಎಂದು ಕಾನ್‌ಸ್ಟೆಬಲ್‌ಗಳು ಇಲಾಖೆಗೆ ಮನವಿ ಸಲ್ಲಿಸಿದ್ದರು.: [1023, 928, 1239, 955]
- paper-name: ಪ್ರಭಾ ನಾಯಕ: [100, 86, 198, 110]
- right-para: ಎಂದಿದ್ದಾರೆ. ನಿಮ್ಮ ಕೈಲಿ ದಿನಚಾರಣೆಗೆ ಸಿದ್ಧರಾಗಿ ಬದುಕಿದ್ದಾರೆ. ಪ್ರತಿಯಾಗಿ, ವರ್ಷಾಂತ ಹುಟ್ಟುಗಳನ್ನು ಹೊಂದಾಣಿಕೆಗಾಗಿ ದೇಶದ ಸಾಧನೆಗಳು ಉಜ್ಜೀವಿಸಿದ್ದು ನಾಗರಿಕ–ರಿಂದ ಉತ್ತಮ ಸ್ಪಂದನೆ ದೊರೆತಿದೆ ಎಂದಿದ್ದಾರೆ.: [1023, 375, 1239, 415]
